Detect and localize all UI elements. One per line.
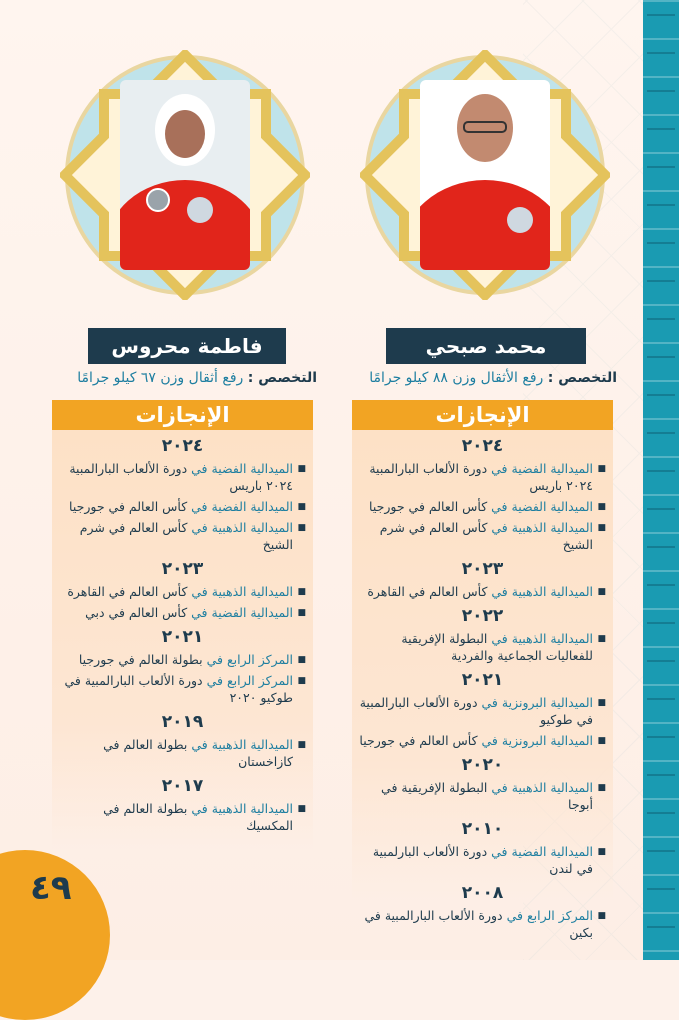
achievement-item [352, 843, 613, 877]
achievement-medal: الميدالية الفضية في [191, 461, 293, 476]
achievement-year: ٢٠٢١ [161, 627, 204, 647]
achievement-medal: الميدالية البرونزية في [481, 695, 593, 710]
achievement-medal: الميدالية الذهبية في [491, 780, 593, 795]
athlete-name-right: محمد صبحي [386, 328, 586, 364]
spec-label: التخصص : [547, 370, 617, 386]
achievement-event: دورة الألعاب البارالمبية في بكين [364, 908, 593, 940]
achievement-event: بطولة العالم في كازاخستان [103, 737, 293, 769]
achievement-medal: المركز الرابع في [206, 673, 293, 688]
achievement-year: ٢٠٢٤ [161, 436, 204, 456]
achievement-item [352, 583, 613, 600]
achievements-list-left [52, 430, 313, 850]
achievement-year: ٢٠٢٣ [161, 559, 204, 579]
achievement-event: كأس العالم في دبي [85, 605, 192, 620]
achievements-header-left: الإنجازات [52, 400, 313, 430]
achievement-event: كأس العالم في شرم الشيخ [79, 520, 293, 552]
achievement-medal: الميدالية الذهبية في [491, 584, 593, 599]
achievement-event: كأس العالم في القاهرة [67, 584, 192, 599]
achievement-event: كأس العالم في جورجيا [359, 733, 482, 748]
achievement-medal: الميدالية الفضية في [191, 499, 293, 514]
achievement-medal: الميدالية الفضية في [491, 844, 593, 859]
achievement-item [352, 694, 613, 728]
achievement-event: كأس العالم في جورجيا [69, 499, 192, 514]
achievement-item [352, 732, 613, 749]
achievement-event: بطولة العالم في المكسيك [103, 801, 293, 833]
achievement-item [352, 460, 613, 494]
achievement-item [52, 672, 313, 706]
achievement-year: ٢٠١٧ [161, 776, 204, 796]
achievement-medal: المركز الرابع في [206, 652, 293, 667]
achievement-item [52, 583, 313, 600]
achievement-item [352, 519, 613, 553]
achievement-event: دورة الألعاب البارالمبية ٢٠٢٤ باريس [69, 461, 293, 493]
achievement-medal: الميدالية الذهبية في [191, 801, 293, 816]
specialization-right [352, 370, 617, 386]
achievement-medal: الميدالية الذهبية في [191, 584, 293, 599]
achievement-medal: الميدالية الفضية في [491, 461, 593, 476]
achievement-event: دورة الألعاب البارالمبية في طوكيو ٢٠٢٠ [64, 673, 293, 705]
achievement-medal: الميدالية البرونزية في [481, 733, 593, 748]
achievement-item [52, 736, 313, 770]
achievement-event: دورة الألعاب البارالمبية في طوكيو [359, 695, 593, 727]
achievement-year: ٢٠٢٤ [461, 436, 504, 456]
spec-value: رفع أثقال وزن ٦٧ كيلو جرامًا [77, 370, 244, 386]
achievement-item [352, 907, 613, 941]
achievement-item [52, 498, 313, 515]
spec-label: التخصص : [247, 370, 317, 386]
achievements-list-right [352, 430, 613, 940]
athlete-column-right [352, 0, 617, 960]
achievement-event: البطولة الإفريقية للفعاليات الجماعية والفردية [401, 631, 593, 663]
achievement-item [52, 460, 313, 494]
achievement-medal: الميدالية الذهبية في [491, 631, 593, 646]
achievement-event: كأس العالم في جورجيا [369, 499, 492, 514]
achievement-event: البطولة الإفريقية في أبوجا [381, 780, 593, 812]
spec-value: رفع الأثقال وزن ٨٨ كيلو جرامًا [369, 370, 544, 386]
achievement-medal: الميدالية الفضية في [191, 605, 293, 620]
achievement-year: ٢٠٢١ [461, 670, 504, 690]
decorative-side-band [643, 0, 679, 960]
achievement-year: ٢٠٠٨ [461, 883, 504, 903]
achievement-item [352, 498, 613, 515]
achievement-year: ٢٠١٩ [161, 712, 204, 732]
achievement-medal: الميدالية الذهبية في [191, 737, 293, 752]
achievement-item [52, 651, 313, 668]
specialization-left [52, 370, 317, 386]
page-number: ٤٩ [30, 868, 72, 908]
achievement-item [52, 604, 313, 621]
achievement-year: ٢٠٢٠ [461, 755, 504, 775]
achievement-event: كأس العالم في القاهرة [367, 584, 492, 599]
achievement-event: دورة الألعاب البارالمبية ٢٠٢٤ باريس [369, 461, 593, 493]
achievement-year: ٢٠٢٢ [461, 606, 504, 626]
achievement-medal: الميدالية الذهبية في [191, 520, 293, 535]
achievements-header-right: الإنجازات [352, 400, 613, 430]
athlete-column-left [52, 0, 317, 960]
achievement-event: دورة الألعاب البارلمبية في لندن [372, 844, 593, 876]
achievement-event: كأس العالم في شرم الشيخ [379, 520, 593, 552]
athlete-portrait-right [360, 50, 610, 300]
athlete-name-left: فاطمة محروس [88, 328, 286, 364]
achievement-item [52, 519, 313, 553]
athlete-portrait-left [60, 50, 310, 300]
achievement-medal: المركز الرابع في [506, 908, 593, 923]
achievement-item [52, 800, 313, 834]
achievement-year: ٢٠١٠ [461, 819, 504, 839]
achievement-item [352, 630, 613, 664]
achievement-medal: الميدالية الفضية في [491, 499, 593, 514]
achievement-item [352, 779, 613, 813]
achievement-medal: الميدالية الذهبية في [491, 520, 593, 535]
achievement-event: بطولة العالم في جورجيا [78, 652, 207, 667]
achievement-year: ٢٠٢٣ [461, 559, 504, 579]
